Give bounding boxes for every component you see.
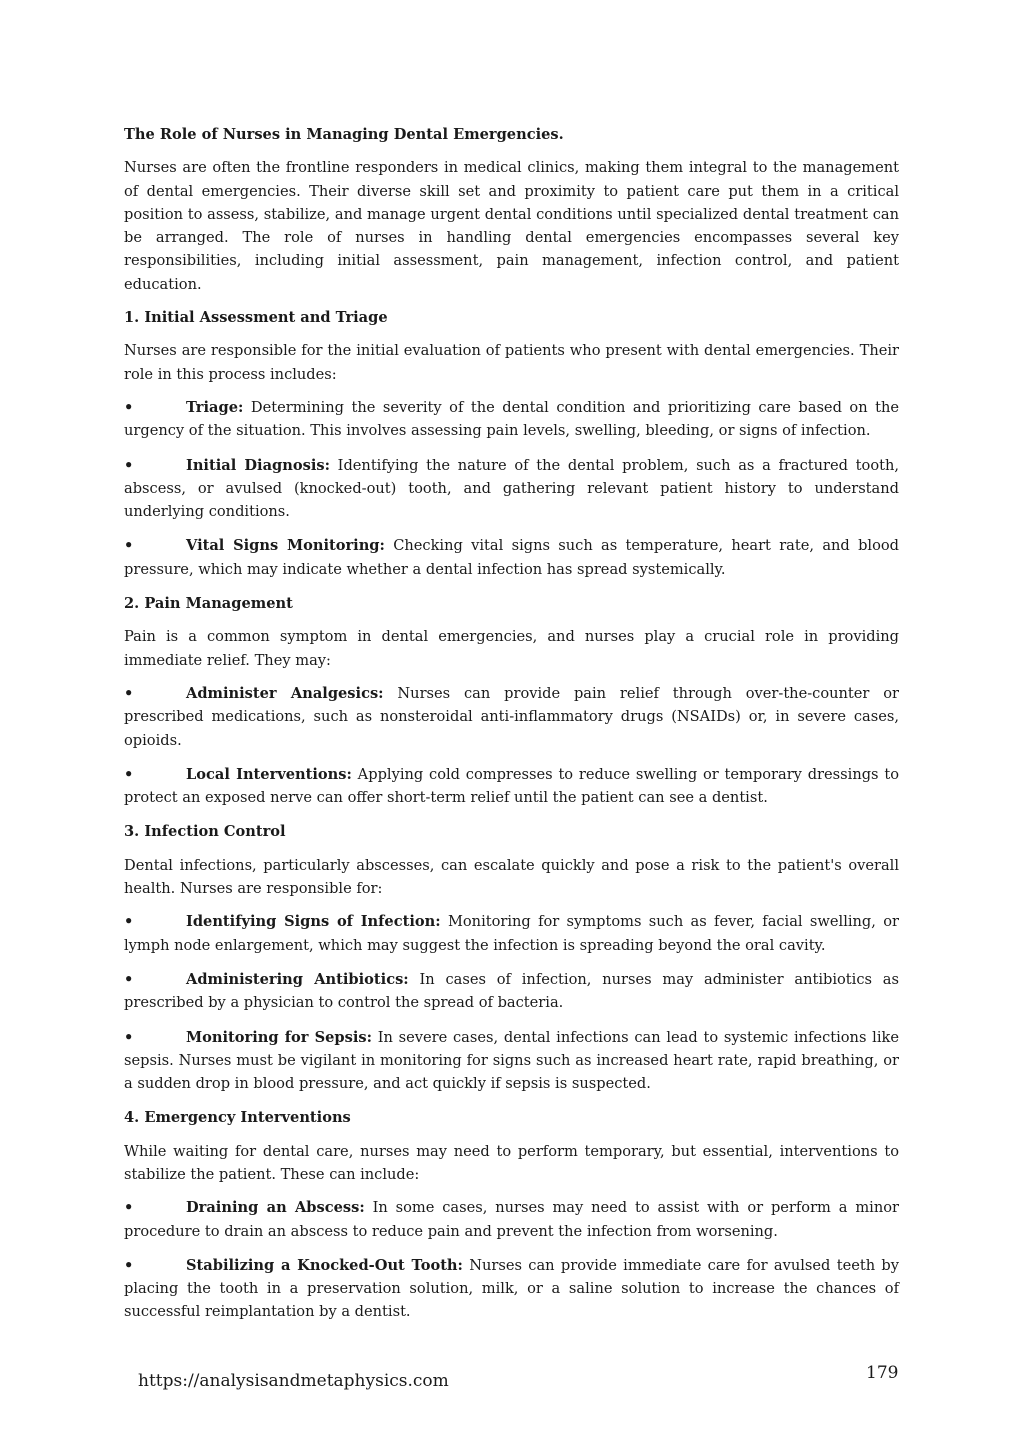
bullet-text: Nurses can provide immediate care for avulsed teeth by placing the tooth in a preservation solution, milk, or a saline solution to increase the chances of successful reimplantation by a dentist. [124,1256,899,1321]
section-intro: Nurses are responsible for the initial evaluation of patients who present with dental emergencies. Their role in this process includes: [124,342,899,383]
section-intro: While waiting for dental care, nurses may need to perform temporary, but essential, interventions to stabilize the patient. These can include: [124,1142,899,1183]
bullet-term: Initial Diagnosis: [186,456,330,474]
intro-paragraph: Nurses are often the frontline responders in medical clinics, making them integral to the management of dental emergencies. Their diverse skill set and proximity to patient care put them in a critical position to assess, stabilize, and manage urgent dental conditions until specialized dental treatment can be arranged. The role of nurses in handling dental emergencies encompasses several key responsibilities, including initial assessment, pain management, infection control, and patient education. [124,159,899,293]
list-item [124,763,899,810]
page-content [124,123,899,1335]
bullet-icon: • [124,1199,134,1217]
bullet-text: In cases of infection, nurses may administer antibiotics as prescribed by a physician to control the spread of bacteria. [124,970,899,1012]
bullet-icon: • [124,970,134,988]
bullet-term: Monitoring for Sepsis: [186,1028,372,1046]
bullet-icon: • [124,765,134,783]
list-item [124,910,899,957]
bullet-icon: • [124,913,134,931]
bullet-term: Draining an Abscess: [186,1199,365,1217]
bullet-icon: • [124,1256,134,1274]
bullet-text: Checking vital signs such as temperature, heart rate, and blood pressure, which may indicate whether a dental infection has spread systemically. [124,537,899,578]
bullet-term: Stabilizing a Knocked-Out Tooth: [186,1256,463,1274]
list-item [124,1196,899,1243]
bullet-text: Identifying the nature of the dental problem, such as a fractured tooth, abscess, or avulsed (knocked-out) tooth, and gathering relevant patient history to understand underlying conditions. [124,456,900,521]
section-intro: Dental infections, particularly abscesses, can escalate quickly and pose a risk to the patient's overall health. Nurses are responsible for: [124,856,899,898]
list-item [124,396,899,443]
section-heading: 2. Pain Management [124,595,293,613]
bullet-icon: • [124,1028,134,1046]
section-heading: 4. Emergency Interventions [124,1109,351,1127]
bullet-icon: • [124,537,134,555]
footer-url: https://analysisandmetaphysics.com [138,1371,449,1391]
bullet-term: Administer Analgesics: [186,684,384,702]
list-item [124,534,899,581]
list-item [124,682,899,752]
bullet-icon: • [124,398,134,416]
list-item [124,968,899,1015]
bullet-text: Monitoring for symptoms such as fever, facial swelling, or lymph node enlargement, which may suggest the infection is spreading beyond the oral cavity. [124,913,899,954]
bullet-text: Nurses can provide pain relief through over-the-counter or prescribed medications, such as nonsteroidal anti-inflammatory drugs (NSAIDs) or, in severe cases, opioids. [124,684,899,749]
bullet-term: Local Interventions: [186,765,352,783]
document-title: The Role of Nurses in Managing Dental Emergencies. [124,126,564,143]
bullet-icon: • [124,684,134,702]
bullet-term: Vital Signs Monitoring: [186,537,385,555]
section-intro: Pain is a common symptom in dental emergencies, and nurses play a crucial role in providing immediate relief. They may: [124,628,899,669]
bullet-icon: • [124,456,134,474]
list-item [124,1254,899,1324]
bullet-text: Applying cold compresses to reduce swelling or temporary dressings to protect an exposed nerve can offer short-term relief until the patient can see a dentist. [124,765,899,807]
list-item [124,1026,899,1096]
section-heading: 3. Infection Control [124,823,286,841]
bullet-text: In some cases, nurses may need to assist with or perform a minor procedure to drain an abscess to reduce pain and prevent the infection from worsening. [124,1199,899,1240]
bullet-term: Triage: [186,398,244,416]
page-number: 179 [866,1363,899,1383]
list-item [124,454,899,524]
bullet-term: Administering Antibiotics: [186,970,409,988]
bullet-text: Determining the severity of the dental condition and prioritizing care based on the urgency of the situation. This involves assessing pain levels, swelling, bleeding, or signs of infection. [124,398,899,440]
bullet-text: In severe cases, dental infections can lead to systemic infections like sepsis. Nurses must be vigilant in monitoring for signs such as increased heart rate, rapid breathing, or a sudden drop in blood pressure, and act quickly if sepsis is suspected. [124,1028,899,1093]
section-heading: 1. Initial Assessment and Triage [124,309,388,327]
bullet-term: Identifying Signs of Infection: [186,913,441,931]
